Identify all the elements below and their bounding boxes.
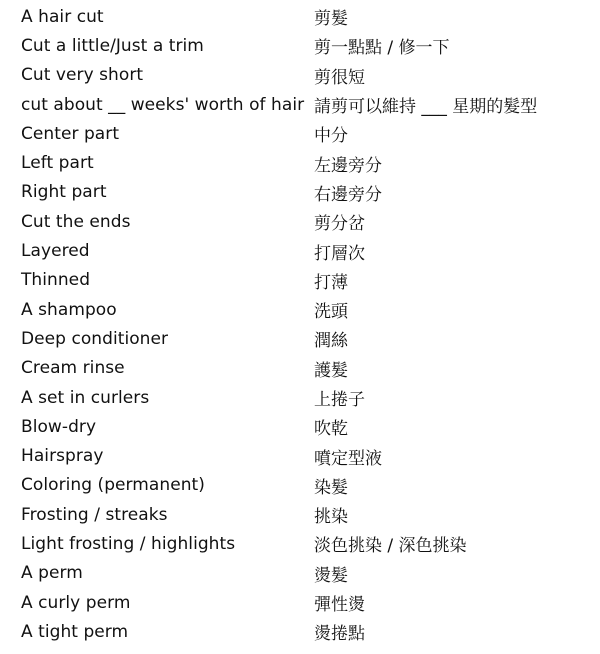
chinese-term: 請剪可以維持 ___ 星期的髮型 [314,97,538,118]
table-row [21,2,596,31]
chinese-term: 噴定型液 [314,448,382,469]
table-row [21,324,596,353]
english-term: Left part [21,153,94,174]
table-row [21,471,596,500]
chinese-term: 上捲子 [314,390,365,410]
table-row [21,588,596,617]
table-row [21,383,596,412]
english-term: Cut very short [21,65,144,86]
english-term: A perm [21,563,83,584]
chinese-term: 染髮 [314,477,348,498]
chinese-term: 洗頭 [314,302,348,323]
table-row [21,207,596,236]
table-row [21,441,596,470]
english-term: cut about __ weeks' worth of hair [21,94,305,115]
chinese-term: 剪髮 [314,9,348,30]
table-row [21,500,596,529]
english-term: A hair cut [21,6,104,27]
table-row [21,354,596,383]
chinese-term: 燙捲點 [314,624,365,645]
table-row [21,31,596,60]
chinese-term: 彈性燙 [314,595,365,616]
table-row [21,90,596,119]
english-term: Hairspray [21,446,104,467]
table-row [21,119,596,148]
english-term: Cream rinse [21,358,125,379]
english-term: Frosting / streaks [21,504,168,525]
table-row [21,178,596,207]
table-row [21,61,596,90]
chinese-term: 吹乾 [314,419,348,440]
chinese-term: 淡色挑染 / 深色挑染 [314,536,467,557]
table-row [21,529,596,558]
english-term: Right part [21,182,107,203]
chinese-term: 打層次 [314,243,365,264]
english-term: Blow-dry [21,416,97,437]
english-term: Center part [21,123,120,144]
english-term: A curly perm [21,592,131,613]
chinese-term: 打薄 [314,272,348,293]
chinese-term: 中分 [314,126,348,147]
chinese-term: 剪一點點 / 修一下 [314,38,450,59]
english-term: Light frosting / highlights [21,533,236,554]
table-row [21,295,596,324]
english-term: Coloring (permanent) [21,475,205,496]
english-term: Cut a little/Just a trim [21,35,204,56]
chinese-term: 右邊旁分 [314,184,382,205]
chinese-term: 剪很短 [314,67,365,88]
english-term: Cut the ends [21,211,131,232]
english-term: A set in curlers [21,387,150,408]
chinese-term: 燙髮 [314,565,348,586]
table-row [21,559,596,588]
chinese-term: 護髮 [314,360,348,381]
chinese-term: 剪分岔 [314,214,365,235]
hair-vocabulary-table [21,2,596,647]
english-term: Layered [21,241,90,262]
english-term: Deep conditioner [21,328,169,349]
table-row [21,236,596,265]
english-term: A shampoo [21,299,117,320]
english-term: Thinned [21,270,91,291]
table-row [21,266,596,295]
chinese-term: 左邊旁分 [314,155,382,176]
english-term: A tight perm [21,621,129,642]
table-row [21,617,596,646]
chinese-term: 潤絲 [314,331,348,352]
table-row [21,412,596,441]
table-row [21,148,596,177]
chinese-term: 挑染 [314,507,348,528]
